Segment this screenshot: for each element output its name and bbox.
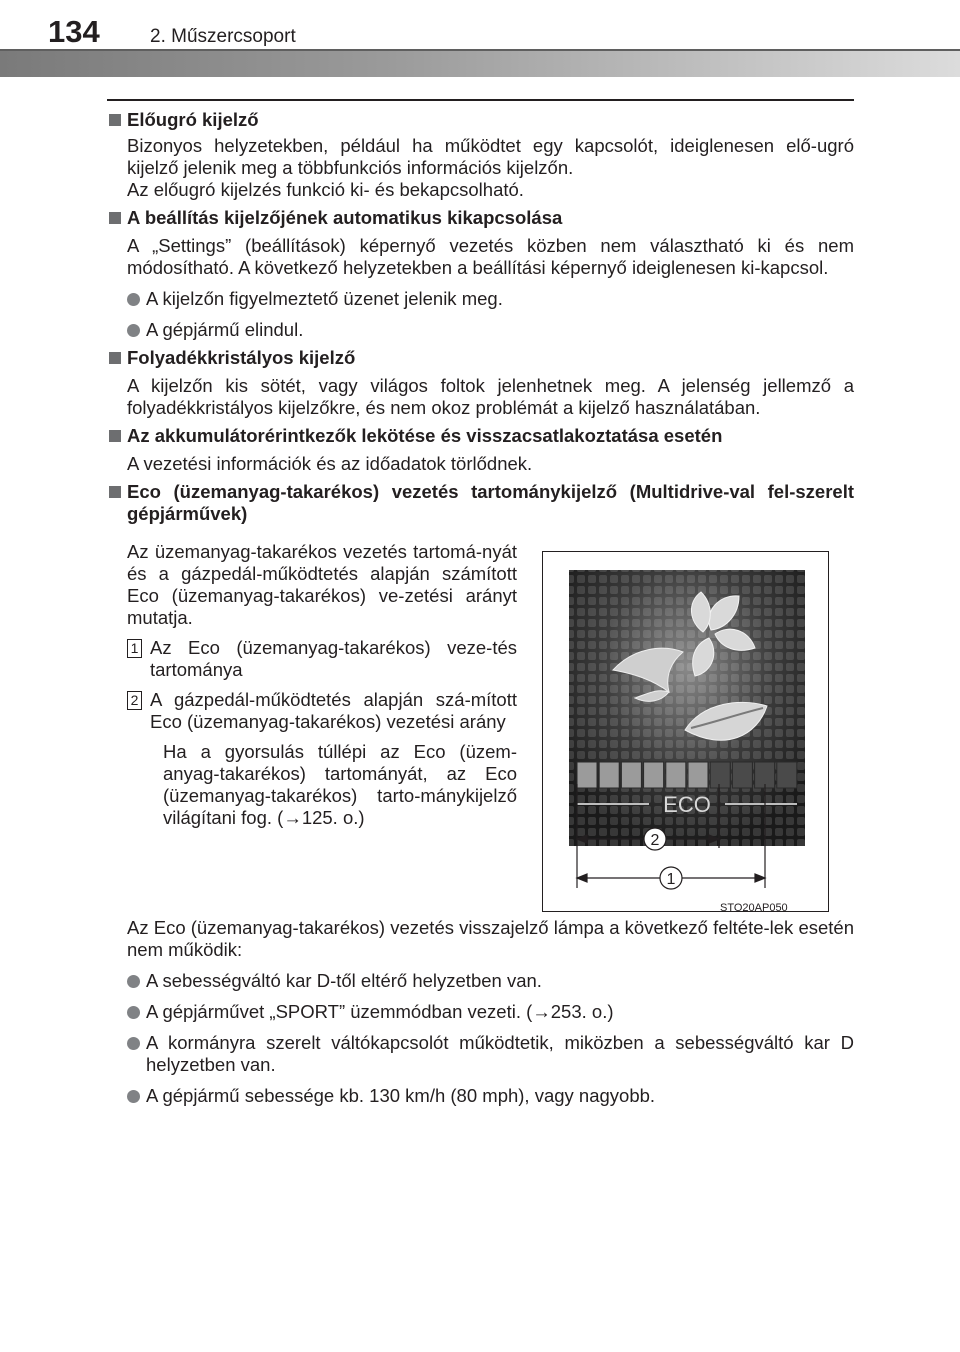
- eco-display-illustration: [543, 552, 828, 911]
- bullet-icon: [127, 293, 140, 306]
- eco-bar-segment: [732, 762, 752, 788]
- section-title: A beállítás kijelzőjének automatikus kikapcsolása: [127, 207, 563, 228]
- header-rule: [0, 51, 960, 77]
- section-body: A vezetési információk és az időadatok törlődnek.: [127, 453, 533, 474]
- eco-intro: Az üzemanyag-takarékos vezetés tartomá-nyát és a gázpedál-működtetés alapján számított Eco (üzemanyag-takarékos) ve-zetési arányt mutatja.: [127, 541, 517, 628]
- page-header: [0, 0, 960, 80]
- eco-note: Ha a gyorsulás túllépi az Eco (üzem-anyag-takarékos) tartományát, az Eco (üzemanyag-takarékos) tarto-mánykijelző világítani fog. (→125. o.): [163, 741, 517, 828]
- section-battery: [109, 425, 854, 475]
- list-item: 2 A gázpedál-működtetés alapján szá-mított Eco (üzemanyag-takarékos) vezetési arány: [127, 689, 517, 733]
- eco-block: [109, 531, 854, 914]
- section-body: Bizonyos helyzetekben, például ha működtet egy kapcsolót, ideiglenesen elő-ugró kijelző jelenik meg a többfunkciós információs kijelzőn.: [127, 135, 854, 178]
- eco-bar-segment: [621, 762, 641, 788]
- eco-label: ECO: [663, 792, 711, 817]
- eco-figure: [542, 551, 829, 912]
- bullet-icon: [127, 1006, 140, 1019]
- bullet-icon: [127, 324, 140, 337]
- section-marker-icon: [109, 212, 121, 224]
- section-marker-icon: [109, 352, 121, 364]
- section-body: A „Settings” (beállítások) képernyő vezetés közben nem választható ki és nem módosítható. A következő helyzetekben a beállítási képernyő ideiglenesen ki-kapcsol.: [127, 235, 854, 278]
- eco-bar-segment: [577, 762, 597, 788]
- bullet-icon: [127, 1090, 140, 1103]
- eco-bar-segment: [710, 762, 730, 788]
- list-item: A gépjármű elindul.: [127, 319, 854, 341]
- section-body: A kijelzőn kis sötét, vagy világos foltok jelenhetnek meg. A jelenség jellemző a folyadékkristályos kijelzőkre, és nem okoz problémát a kijelző használatában.: [127, 375, 854, 418]
- section-eco: [109, 481, 854, 1107]
- list-item: A gépjármű sebessége kb. 130 km/h (80 mph), vagy nagyobb.: [127, 1085, 854, 1107]
- section-title: Előugró kijelző: [127, 109, 259, 130]
- section-settings-auto-off: [109, 207, 854, 341]
- section-title: Folyadékkristályos kijelző: [127, 347, 356, 368]
- callout-number: 2: [127, 691, 142, 710]
- section-body: Az előugró kijelzés funkció ki- és bekapcsolható.: [127, 179, 524, 200]
- eco-bar-segment: [599, 762, 619, 788]
- eco-bar-segment: [666, 762, 686, 788]
- callout-number: 1: [127, 639, 142, 658]
- bullet-icon: [127, 1037, 140, 1050]
- list-item: A kormányra szerelt váltókapcsolót működtetik, miközben a sebességváltó kar D helyzetben van.: [127, 1032, 854, 1076]
- eco-bar-segment: [688, 762, 708, 788]
- list-item: A sebességváltó kar D-től eltérő helyzetben van.: [127, 970, 854, 992]
- eco-description: [127, 531, 517, 829]
- section-title: Az akkumulátorérintkezők lekötése és visszacsatlakoztatása esetén: [127, 425, 723, 446]
- page-content: [109, 103, 854, 1107]
- section-popup-display: [109, 109, 854, 201]
- callout-2-label: 2: [650, 832, 660, 849]
- eco-bar-segment: [644, 762, 664, 788]
- chapter-title: 2. Műszercsoport: [150, 26, 296, 47]
- list-item: A kijelzőn figyelmeztető üzenet jelenik meg.: [127, 288, 854, 310]
- section-body: Az Eco (üzemanyag-takarékos) vezetés visszajelző lámpa a következő feltéte-lek esetén nem működik:: [127, 917, 854, 960]
- eco-bar-segment: [777, 762, 797, 788]
- content-rule: [107, 99, 854, 101]
- section-title: Eco (üzemanyag-takarékos) vezetés tartománykijelző (Multidrive-val fel-szerelt gépjárművek): [127, 481, 854, 524]
- list-item: A gépjárművet „SPORT” üzemmódban vezeti. (→253. o.): [127, 1001, 854, 1023]
- callout-1-label: 1: [666, 871, 676, 888]
- bullet-icon: [127, 975, 140, 988]
- page-number: 134: [48, 14, 100, 49]
- section-marker-icon: [109, 486, 121, 498]
- section-lcd: [109, 347, 854, 419]
- section-marker-icon: [109, 114, 121, 126]
- section-marker-icon: [109, 430, 121, 442]
- list-item: 1 Az Eco (üzemanyag-takarékos) veze-tés tartománya: [127, 637, 517, 681]
- figure-code: STO20AP050: [720, 902, 788, 914]
